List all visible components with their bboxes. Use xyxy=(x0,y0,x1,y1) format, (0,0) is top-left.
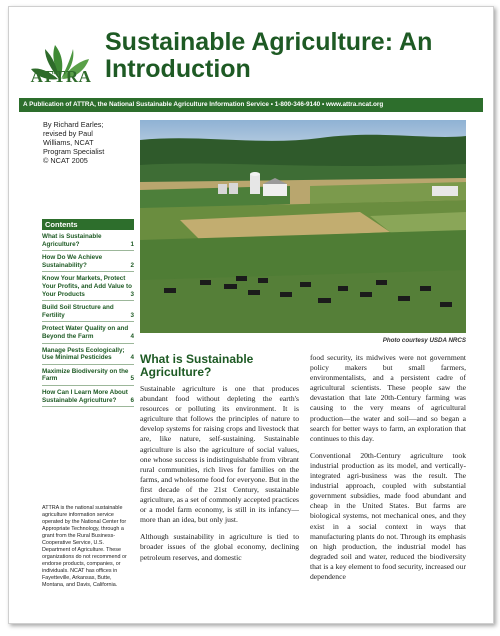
toc-item[interactable] xyxy=(42,344,134,365)
section-heading: What is Sustainable Agriculture? xyxy=(140,352,254,379)
body-paragraph: Sustainable agriculture is one that produces abundant food without depleting the earth's resources or polluting its environment. It is agriculture that follows the principles of nature to develop systems for raising crops and livestock that are, like nature, self-sustaining. Sustainable agriculture is also the agriculture of social values, one whose success is indistinguishable from vibrant rural communities, rich lives for families on the farms, and wholesome food for everyone. But in the first decade of the 21st Century, sustainable agriculture, as a set of commonly accepted practices or a model farm economy, is still in its infancy—more than an idea, but only just. xyxy=(140,384,299,525)
byline-line: revised by Paul xyxy=(43,129,93,138)
toc-item[interactable] xyxy=(42,230,134,251)
byline-line: Program Specialist xyxy=(43,147,105,156)
attra-logo-text: ATTRA xyxy=(30,67,92,86)
toc-item-label: Build Soil Structure and Fertility xyxy=(42,304,114,319)
toc-item-label: What is Sustainable Agriculture? xyxy=(42,233,102,248)
body-paragraph: Although sustainability in agriculture is tied to broader issues of the global economy, declining petroleum reserves, and domestic xyxy=(140,532,299,562)
toc-item-page: 6 xyxy=(130,396,134,404)
contents-box xyxy=(42,219,134,407)
document-title: Sustainable Agriculture: An Introduction xyxy=(105,28,433,83)
toc-item-label: Protect Water Quality on and Beyond the Farm xyxy=(42,325,129,340)
toc-item-page: 5 xyxy=(130,375,134,383)
toc-item[interactable] xyxy=(42,365,134,386)
toc-item[interactable] xyxy=(42,386,134,407)
byline-line: By Richard Earles; xyxy=(43,120,104,129)
document-page xyxy=(8,6,494,624)
toc-item-page: 4 xyxy=(130,332,134,340)
body-paragraph: Conventional 20th-Century agriculture took industrial production as its model, and vertically-integrated agri-business was the result. The industrial approach, coupled with substantial government subsidies, made food abundant and cheap in the United States. But farms are biological systems, not mechanical ones, and they exist in a social context in ways that manufacturing plants do not. Through its emphasis on high production, the industrial model has degraded soil and water, reduced the biodiversity that is a key element to food security, increased our dependence xyxy=(310,450,466,581)
body-column-right xyxy=(310,353,466,589)
contents-heading: Contents xyxy=(42,219,134,230)
toc-item-label: How Do We Achieve Sustainability? xyxy=(42,254,103,269)
toc-item-page: 3 xyxy=(130,290,134,298)
toc-item-page: 3 xyxy=(130,311,134,319)
body-column-left xyxy=(140,353,299,570)
toc-item-label: Maximize Biodiversity on the Farm xyxy=(42,367,129,383)
toc-item[interactable] xyxy=(42,301,134,322)
toc-item[interactable] xyxy=(42,251,134,272)
farm-landscape-photo xyxy=(140,120,466,333)
publication-banner: A Publication of ATTRA, the National Sustainable Agriculture Information Service • 1-800-346-9140 • www.attra.ncat.org xyxy=(19,98,483,112)
photo-credit: Photo courtesy USDA NRCS xyxy=(382,337,466,344)
toc-item-label: How Can I Learn More About Sustainable Agriculture? xyxy=(42,388,128,404)
byline-line: © NCAT 2005 xyxy=(43,156,88,165)
toc-item-page: 4 xyxy=(130,354,134,362)
byline-line: Williams, NCAT xyxy=(43,138,94,147)
body-paragraph: food security, its midwives were not government policy makers but small farmers, environmentalists, and a persistent cadre of agricultural scientists. These people saw the devastation that late 20th-Century farming was causing to the very means of agricultural production—the water and soil—and so began a search for better ways to farm, an exploration that continues to this day. xyxy=(310,353,466,443)
byline xyxy=(43,120,135,165)
toc-item[interactable] xyxy=(42,322,134,343)
toc-item-label: Know Your Markets, Protect Your Profits, and Add Value to Your Products xyxy=(42,275,132,298)
toc-item-label: Manage Pests Ecologically; Use Minimal Pesticides xyxy=(42,346,125,362)
toc-item-page: 2 xyxy=(130,261,134,269)
attra-note: ATTRA is the national sustainable agriculture information service operated by the National Center for Appropriate Technology, through a grant from the Rural Business-Cooperative Service, U.S. Department of Agriculture. These organizations do not recommend or endorse products, companies, or individuals. NCAT has offices in Fayetteville, Arkansas, Butte, Montana, and Davis, California. xyxy=(42,505,127,588)
toc-item[interactable] xyxy=(42,272,134,301)
toc-item-page: 1 xyxy=(130,240,134,248)
